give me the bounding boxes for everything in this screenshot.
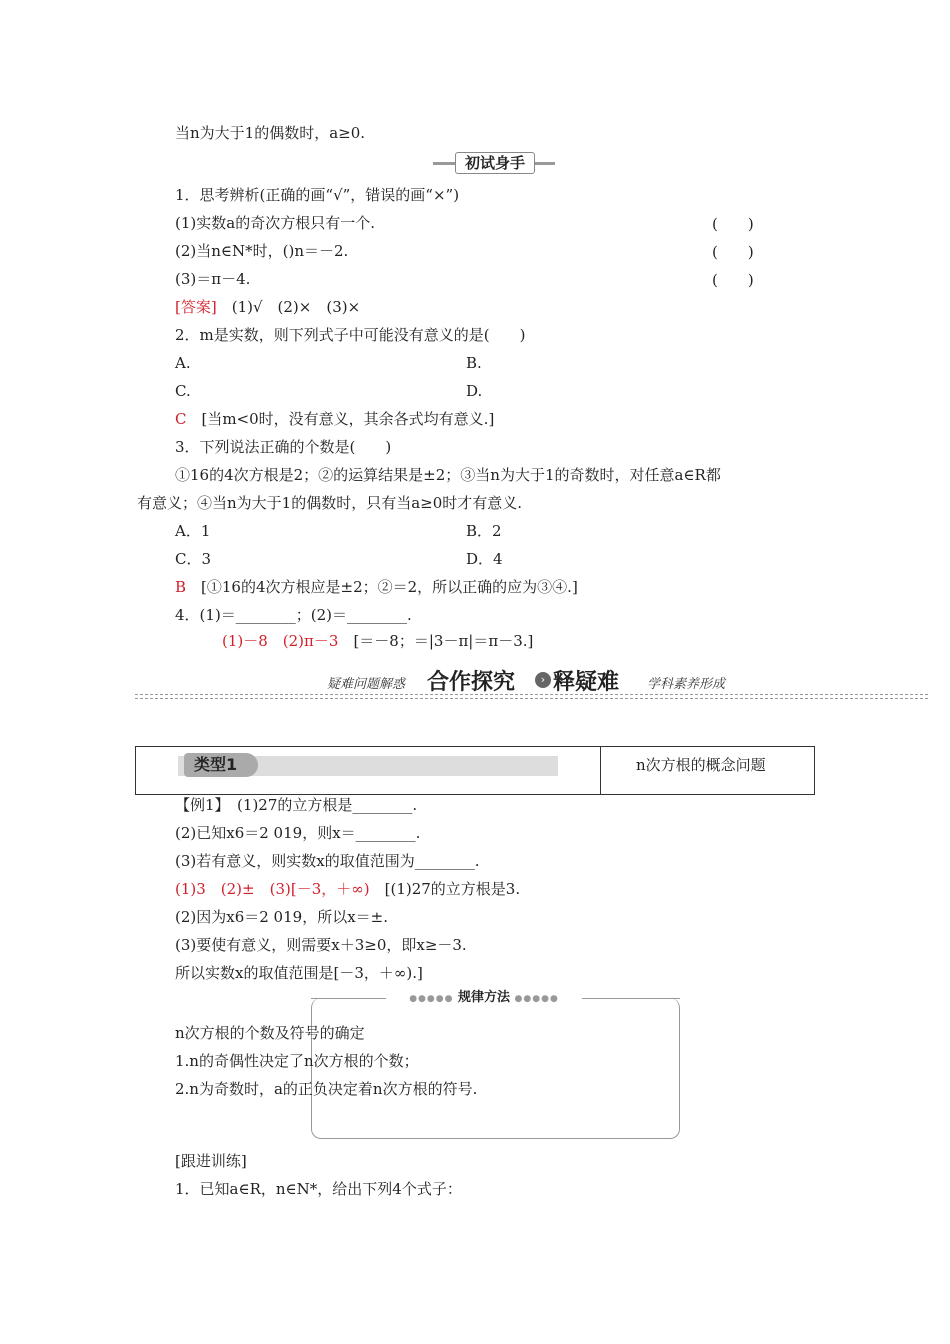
question-1: 1．思考辨析(正确的画“√”，错误的画“×”) [175, 186, 460, 204]
section-badge [433, 152, 555, 174]
answer-body: [当m<0时，没有意义，其余各式均有意义.] [186, 410, 495, 428]
option-d: D. [466, 382, 483, 400]
dots-decoration: ●●●●● [409, 994, 454, 1004]
type-box [135, 746, 815, 795]
arrow-icon: › [535, 672, 551, 688]
divider [135, 694, 928, 695]
answer-letter: B [175, 578, 187, 596]
answer-letter: C [175, 410, 187, 428]
example-1: 【例1】 (1)27的立方根是________. [175, 796, 418, 814]
section-title-2: 释疑难 [553, 670, 620, 695]
follow-up-heading: [跟进训练] [175, 1152, 247, 1170]
answer-body: [(1)27的立方根是3. [369, 880, 521, 898]
method-heading: n次方根的个数及符号的确定 [175, 1024, 365, 1042]
method-item-2: 2.n为奇数时，a的正负决定着n次方根的符号. [175, 1080, 478, 1098]
question-1-item-2: (2)当n∈N*时，()n＝－2. [175, 242, 349, 260]
solution-line: (2)因为x6＝2 019，所以x＝±. [175, 908, 388, 926]
method-item-1: 1.n的奇偶性决定了n次方根的个数； [175, 1052, 419, 1070]
badge-label: 初试身手 [455, 152, 535, 174]
option-b: B. [466, 354, 482, 372]
answer-blank: ( ) [712, 271, 754, 289]
answer-blank: ( ) [712, 243, 754, 261]
question-1-item-1: (1)实数a的奇次方根只有一个. [175, 214, 375, 232]
question-1-item-3: (3)＝π－4. [175, 270, 251, 288]
method-title [386, 989, 582, 1007]
example-1-part-2: (2)已知x6＝2 019，则x＝________. [175, 824, 421, 842]
question-3-body: ①16的4次方根是2；②的运算结果是±2；③当n为大于1的奇数时，对任意a∈R都 [175, 466, 721, 484]
type-tag: 类型1 [184, 753, 258, 777]
section-right-label: 学科素养形成 [647, 677, 726, 692]
question-2: 2．m是实数，则下列式子中可能没有意义的是( ) [175, 326, 526, 344]
option-d: D．4 [466, 550, 503, 568]
option-c: C. [175, 382, 191, 400]
follow-up-question-1: 1．已知a∈R，n∈N*，给出下列4个式子： [175, 1180, 462, 1198]
answer-blank: ( ) [712, 215, 754, 233]
divider [135, 698, 928, 699]
example-1-part-3: (3)若有意义，则实数x的取值范围为________. [175, 852, 480, 870]
section-header [135, 665, 928, 695]
solution-line: 所以实数x的取值范围是[－3，＋∞).] [175, 964, 423, 982]
question-3: 3．下列说法正确的个数是( ) [175, 438, 392, 456]
question-4: 4．(1)＝________；(2)＝________. [175, 606, 412, 624]
answer-body: [①16的4次方根应是±2；②＝2，所以正确的应为③④.] [186, 578, 578, 596]
answer-line [222, 631, 533, 651]
answer-label: [答案] [175, 298, 217, 316]
type-title: n次方根的概念问题 [636, 756, 766, 774]
option-a: A．1 [175, 522, 211, 540]
answer-values: (1)－8 (2)π－3 [222, 632, 339, 650]
answer-body: [＝－8；＝|3－π|＝π－3.] [338, 632, 534, 650]
dots-decoration: ●●●●● [514, 994, 559, 1004]
method-title-label: 规律方法 [457, 990, 510, 1005]
answer-line [175, 879, 520, 899]
answer-line [175, 297, 360, 317]
option-b: B．2 [466, 522, 502, 540]
solution-line: (3)要使有意义，则需要x＋3≥0，即x≥－3. [175, 936, 467, 954]
section-left-label: 疑难问题解惑 [327, 677, 406, 692]
option-a: A. [175, 354, 191, 372]
question-3-body: 有意义；④当n为大于1的偶数时，只有当a≥0时才有意义. [137, 494, 523, 512]
text-line: 当n为大于1的偶数时，a≥0. [175, 124, 366, 142]
answer-line [175, 409, 494, 429]
type-box-separator [600, 747, 601, 794]
answer-line [175, 577, 578, 597]
answer-values: (1)3 (2)± (3)[－3，＋∞) [175, 880, 370, 898]
option-c: C．3 [175, 550, 212, 568]
section-title-1: 合作探究 [427, 670, 516, 695]
answer-body: (1)√ (2)× (3)× [216, 298, 361, 316]
